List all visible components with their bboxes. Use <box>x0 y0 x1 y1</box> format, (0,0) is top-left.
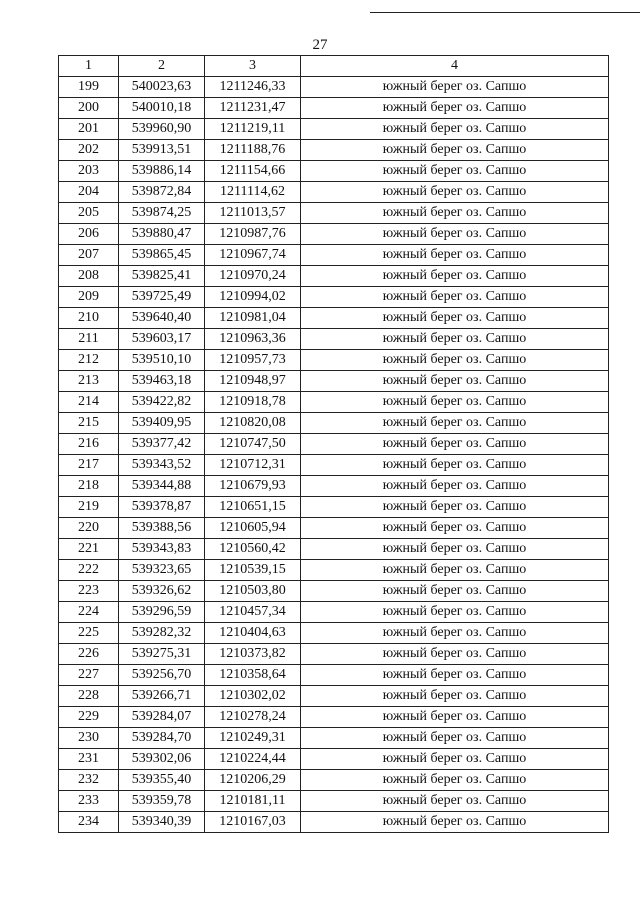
y-coordinate-cell: 1210948,97 <box>205 371 301 392</box>
point-number-cell: 219 <box>59 497 119 518</box>
point-number-cell: 210 <box>59 308 119 329</box>
point-number-cell: 213 <box>59 371 119 392</box>
point-number-cell: 226 <box>59 644 119 665</box>
description-cell: южный берег оз. Сапшо <box>301 518 609 539</box>
x-coordinate-cell: 539284,07 <box>119 707 205 728</box>
table-row <box>59 245 609 266</box>
table-row <box>59 371 609 392</box>
x-coordinate-cell: 539409,95 <box>119 413 205 434</box>
table-row <box>59 287 609 308</box>
table-row <box>59 77 609 98</box>
description-cell: южный берег оз. Сапшо <box>301 812 609 833</box>
description-cell: южный берег оз. Сапшо <box>301 392 609 413</box>
x-coordinate-cell: 539422,82 <box>119 392 205 413</box>
description-cell: южный берег оз. Сапшо <box>301 602 609 623</box>
description-cell: южный берег оз. Сапшо <box>301 686 609 707</box>
description-cell: южный берег оз. Сапшо <box>301 476 609 497</box>
y-coordinate-cell: 1211246,33 <box>205 77 301 98</box>
table-row <box>59 392 609 413</box>
table-row <box>59 266 609 287</box>
point-number-cell: 201 <box>59 119 119 140</box>
point-number-cell: 220 <box>59 518 119 539</box>
point-number-cell: 200 <box>59 98 119 119</box>
y-coordinate-cell: 1210560,42 <box>205 539 301 560</box>
description-cell: южный берег оз. Сапшо <box>301 770 609 791</box>
column-header-x: 2 <box>119 56 205 77</box>
description-cell: южный берег оз. Сапшо <box>301 224 609 245</box>
y-coordinate-cell: 1210181,11 <box>205 791 301 812</box>
y-coordinate-cell: 1210373,82 <box>205 644 301 665</box>
x-coordinate-cell: 539359,78 <box>119 791 205 812</box>
x-coordinate-cell: 539343,83 <box>119 539 205 560</box>
description-cell: южный берег оз. Сапшо <box>301 728 609 749</box>
table-row <box>59 182 609 203</box>
description-cell: южный берег оз. Сапшо <box>301 245 609 266</box>
column-header-y: 3 <box>205 56 301 77</box>
y-coordinate-cell: 1210820,08 <box>205 413 301 434</box>
x-coordinate-cell: 539886,14 <box>119 161 205 182</box>
table-row <box>59 308 609 329</box>
table-row <box>59 455 609 476</box>
y-coordinate-cell: 1210987,76 <box>205 224 301 245</box>
x-coordinate-cell: 540023,63 <box>119 77 205 98</box>
x-coordinate-cell: 539377,42 <box>119 434 205 455</box>
x-coordinate-cell: 539378,87 <box>119 497 205 518</box>
y-coordinate-cell: 1210967,74 <box>205 245 301 266</box>
table-row <box>59 518 609 539</box>
point-number-cell: 206 <box>59 224 119 245</box>
point-number-cell: 222 <box>59 560 119 581</box>
point-number-cell: 199 <box>59 77 119 98</box>
x-coordinate-cell: 539872,84 <box>119 182 205 203</box>
y-coordinate-cell: 1210605,94 <box>205 518 301 539</box>
x-coordinate-cell: 539463,18 <box>119 371 205 392</box>
point-number-cell: 228 <box>59 686 119 707</box>
description-cell: южный берег оз. Сапшо <box>301 329 609 350</box>
table-row <box>59 644 609 665</box>
coordinates-table <box>58 55 609 833</box>
x-coordinate-cell: 539302,06 <box>119 749 205 770</box>
description-cell: южный берег оз. Сапшо <box>301 350 609 371</box>
x-coordinate-cell: 539355,40 <box>119 770 205 791</box>
table-row <box>59 812 609 833</box>
table-row <box>59 560 609 581</box>
point-number-cell: 217 <box>59 455 119 476</box>
x-coordinate-cell: 539825,41 <box>119 266 205 287</box>
point-number-cell: 225 <box>59 623 119 644</box>
table-row <box>59 476 609 497</box>
point-number-cell: 208 <box>59 266 119 287</box>
point-number-cell: 207 <box>59 245 119 266</box>
x-coordinate-cell: 539388,56 <box>119 518 205 539</box>
table-row <box>59 665 609 686</box>
x-coordinate-cell: 539326,62 <box>119 581 205 602</box>
page-number: 27 <box>312 37 328 53</box>
x-coordinate-cell: 539874,25 <box>119 203 205 224</box>
point-number-cell: 231 <box>59 749 119 770</box>
description-cell: южный берег оз. Сапшо <box>301 287 609 308</box>
point-number-cell: 223 <box>59 581 119 602</box>
table-body <box>59 77 609 833</box>
x-coordinate-cell: 539960,90 <box>119 119 205 140</box>
table-row <box>59 329 609 350</box>
y-coordinate-cell: 1210539,15 <box>205 560 301 581</box>
description-cell: южный берег оз. Сапшо <box>301 707 609 728</box>
table-row <box>59 686 609 707</box>
description-cell: южный берег оз. Сапшо <box>301 665 609 686</box>
y-coordinate-cell: 1210651,15 <box>205 497 301 518</box>
column-header-point-number: 1 <box>59 56 119 77</box>
table-row <box>59 350 609 371</box>
x-coordinate-cell: 539603,17 <box>119 329 205 350</box>
description-cell: южный берег оз. Сапшо <box>301 161 609 182</box>
description-cell: южный берег оз. Сапшо <box>301 497 609 518</box>
point-number-cell: 224 <box>59 602 119 623</box>
point-number-cell: 229 <box>59 707 119 728</box>
y-coordinate-cell: 1210679,93 <box>205 476 301 497</box>
table-row <box>59 602 609 623</box>
x-coordinate-cell: 539266,71 <box>119 686 205 707</box>
table-row <box>59 707 609 728</box>
y-coordinate-cell: 1211013,57 <box>205 203 301 224</box>
table-row <box>59 728 609 749</box>
table-row <box>59 749 609 770</box>
x-coordinate-cell: 539256,70 <box>119 665 205 686</box>
table-row <box>59 434 609 455</box>
point-number-cell: 215 <box>59 413 119 434</box>
point-number-cell: 202 <box>59 140 119 161</box>
table-row <box>59 140 609 161</box>
y-coordinate-cell: 1210278,24 <box>205 707 301 728</box>
table-row <box>59 119 609 140</box>
y-coordinate-cell: 1210981,04 <box>205 308 301 329</box>
column-header-description: 4 <box>301 56 609 77</box>
point-number-cell: 205 <box>59 203 119 224</box>
description-cell: южный берег оз. Сапшо <box>301 539 609 560</box>
point-number-cell: 234 <box>59 812 119 833</box>
table-row <box>59 413 609 434</box>
point-number-cell: 203 <box>59 161 119 182</box>
description-cell: южный берег оз. Сапшо <box>301 581 609 602</box>
description-cell: южный берег оз. Сапшо <box>301 203 609 224</box>
y-coordinate-cell: 1210963,36 <box>205 329 301 350</box>
point-number-cell: 216 <box>59 434 119 455</box>
y-coordinate-cell: 1210167,03 <box>205 812 301 833</box>
x-coordinate-cell: 539343,52 <box>119 455 205 476</box>
y-coordinate-cell: 1210224,44 <box>205 749 301 770</box>
y-coordinate-cell: 1210918,78 <box>205 392 301 413</box>
y-coordinate-cell: 1210249,31 <box>205 728 301 749</box>
description-cell: южный берег оз. Сапшо <box>301 98 609 119</box>
x-coordinate-cell: 539725,49 <box>119 287 205 308</box>
point-number-cell: 212 <box>59 350 119 371</box>
y-coordinate-cell: 1210970,24 <box>205 266 301 287</box>
x-coordinate-cell: 539284,70 <box>119 728 205 749</box>
y-coordinate-cell: 1211188,76 <box>205 140 301 161</box>
x-coordinate-cell: 539865,45 <box>119 245 205 266</box>
point-number-cell: 214 <box>59 392 119 413</box>
point-number-cell: 221 <box>59 539 119 560</box>
description-cell: южный берег оз. Сапшо <box>301 140 609 161</box>
x-coordinate-cell: 539510,10 <box>119 350 205 371</box>
description-cell: южный берег оз. Сапшо <box>301 623 609 644</box>
description-cell: южный берег оз. Сапшо <box>301 560 609 581</box>
table-row <box>59 98 609 119</box>
table-row <box>59 581 609 602</box>
point-number-cell: 232 <box>59 770 119 791</box>
x-coordinate-cell: 539323,65 <box>119 560 205 581</box>
table-row <box>59 770 609 791</box>
description-cell: южный берег оз. Сапшо <box>301 455 609 476</box>
y-coordinate-cell: 1210957,73 <box>205 350 301 371</box>
point-number-cell: 218 <box>59 476 119 497</box>
description-cell: южный берег оз. Сапшо <box>301 266 609 287</box>
table-row <box>59 224 609 245</box>
table-row <box>59 791 609 812</box>
point-number-cell: 209 <box>59 287 119 308</box>
y-coordinate-cell: 1211219,11 <box>205 119 301 140</box>
x-coordinate-cell: 539296,59 <box>119 602 205 623</box>
y-coordinate-cell: 1211154,66 <box>205 161 301 182</box>
point-number-cell: 204 <box>59 182 119 203</box>
x-coordinate-cell: 539880,47 <box>119 224 205 245</box>
table-row <box>59 497 609 518</box>
scan-edge-line <box>370 12 640 13</box>
y-coordinate-cell: 1210712,31 <box>205 455 301 476</box>
description-cell: южный берег оз. Сапшо <box>301 77 609 98</box>
y-coordinate-cell: 1210503,80 <box>205 581 301 602</box>
y-coordinate-cell: 1211231,47 <box>205 98 301 119</box>
x-coordinate-cell: 539913,51 <box>119 140 205 161</box>
x-coordinate-cell: 539275,31 <box>119 644 205 665</box>
point-number-cell: 227 <box>59 665 119 686</box>
table-row <box>59 161 609 182</box>
table-header-row <box>59 56 609 77</box>
description-cell: южный берег оз. Сапшо <box>301 371 609 392</box>
description-cell: южный берег оз. Сапшо <box>301 434 609 455</box>
description-cell: южный берег оз. Сапшо <box>301 182 609 203</box>
x-coordinate-cell: 539344,88 <box>119 476 205 497</box>
point-number-cell: 230 <box>59 728 119 749</box>
description-cell: южный берег оз. Сапшо <box>301 119 609 140</box>
description-cell: южный берег оз. Сапшо <box>301 413 609 434</box>
y-coordinate-cell: 1210358,64 <box>205 665 301 686</box>
y-coordinate-cell: 1211114,62 <box>205 182 301 203</box>
description-cell: южный берег оз. Сапшо <box>301 308 609 329</box>
point-number-cell: 233 <box>59 791 119 812</box>
table-row <box>59 203 609 224</box>
description-cell: южный берег оз. Сапшо <box>301 749 609 770</box>
y-coordinate-cell: 1210747,50 <box>205 434 301 455</box>
x-coordinate-cell: 539340,39 <box>119 812 205 833</box>
description-cell: южный берег оз. Сапшо <box>301 644 609 665</box>
x-coordinate-cell: 539282,32 <box>119 623 205 644</box>
table-row <box>59 539 609 560</box>
y-coordinate-cell: 1210302,02 <box>205 686 301 707</box>
point-number-cell: 211 <box>59 329 119 350</box>
y-coordinate-cell: 1210206,29 <box>205 770 301 791</box>
description-cell: южный берег оз. Сапшо <box>301 791 609 812</box>
table-row <box>59 623 609 644</box>
x-coordinate-cell: 539640,40 <box>119 308 205 329</box>
y-coordinate-cell: 1210994,02 <box>205 287 301 308</box>
x-coordinate-cell: 540010,18 <box>119 98 205 119</box>
y-coordinate-cell: 1210457,34 <box>205 602 301 623</box>
y-coordinate-cell: 1210404,63 <box>205 623 301 644</box>
